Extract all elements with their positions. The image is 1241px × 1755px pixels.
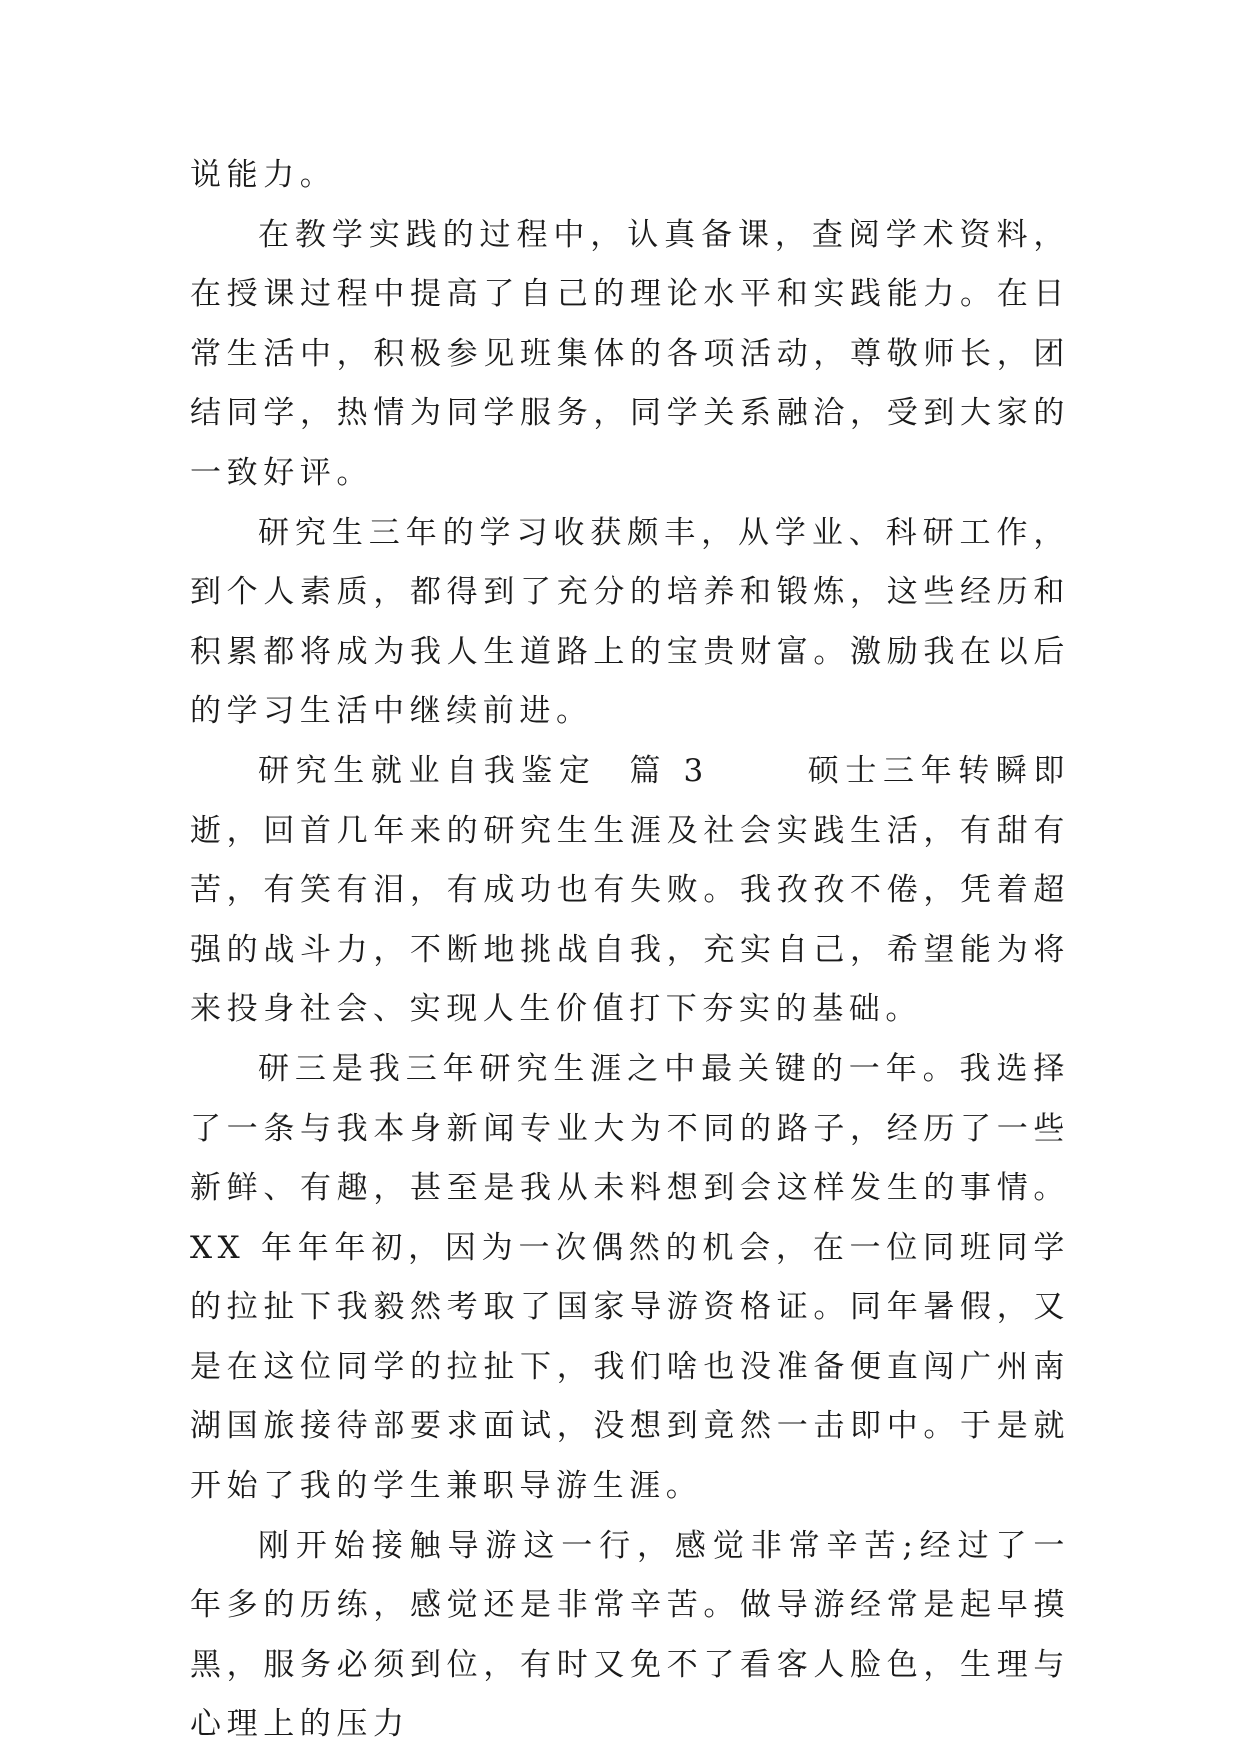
document-body — [190, 146, 1070, 1755]
paragraph-third-year — [190, 1040, 1070, 1517]
paragraph-three-years-summary — [190, 504, 1070, 742]
heading-gap — [709, 753, 808, 789]
paragraph-tour-guide — [190, 1517, 1070, 1755]
paragraph-teaching-practice — [190, 206, 1070, 504]
paragraph-text: 研究生三年的学习收获颇丰，从学业、科研工作，到个人素质，都得到了充分的培养和锻炼，这些经历和积累都将成为我人生道路上的宝贵财富。激励我在以后的学习生活中继续前进。 — [190, 514, 1070, 730]
paragraph-section-3-intro — [190, 742, 1070, 1040]
paragraph-text: 硕士三年转瞬即逝，回首几年来的研究生生涯及社会实践生活，有甜有苦，有笑有泪，有成功也有失败。我孜孜不倦，凭着超强的战斗力，不断地挑战自我，充实自己，希望能为将来投身社会、实现人生价值打下夯实的基础。 — [190, 752, 1071, 1028]
section-heading: 研究生就业自我鉴定 篇 3 — [258, 752, 709, 789]
paragraph-text: 研三是我三年研究生涯之中最关键的一年。我选择了一条与我本身新闻专业大为不同的路子，经历了一些新鲜、有趣，甚至是我从未料想到会这样发生的事情。XX 年年年初，因为一次偶然的机会，在一位同班同学的拉扯下我毅然考取了国家导游资格证。同年暑假，又是在这位同学的拉扯下，我们啥也没准备便直闯广州南湖国旅接待部要求面试，没想到竟然一击即中。于是就开始了我的学生兼职导游生涯。 — [190, 1050, 1070, 1505]
paragraph-text: 说能力。 — [190, 157, 337, 193]
paragraph-text: 刚开始接触导游这一行，感觉非常辛苦;经过了一年多的历练，感觉还是非常辛苦。做导游经常是起早摸黑，服务必须到位，有时又免不了看客人脸色，生理与心理上的压力 — [190, 1527, 1070, 1743]
paragraph-continuation — [190, 146, 1070, 206]
paragraph-text: 在教学实践的过程中，认真备课，查阅学术资料，在授课过程中提高了自己的理论水平和实践能力。在日常生活中，积极参见班集体的各项活动，尊敬师长，团结同学，热情为同学服务，同学关系融洽，受到大家的一致好评。 — [190, 216, 1070, 491]
